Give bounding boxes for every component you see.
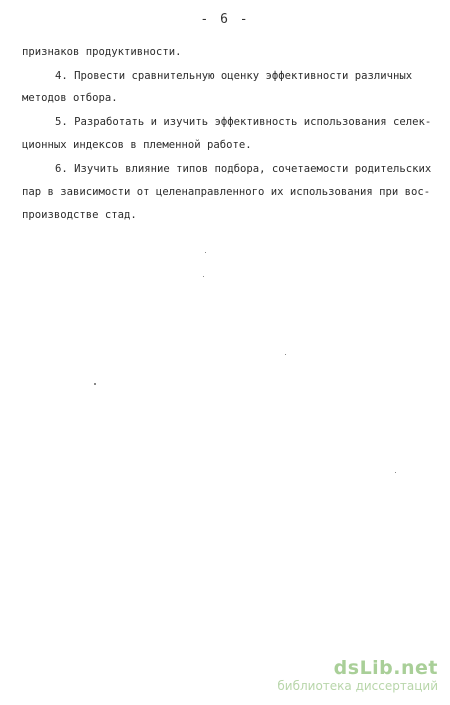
scan-speck (203, 276, 204, 277)
watermark-subtitle: библиотека диссертаций (277, 679, 438, 693)
text-line: признаков продуктивности. (22, 46, 182, 58)
text-line: 6. Изучить влияние типов подбора, сочетаемости родительских (55, 163, 432, 175)
text-line: пар в зависимости от целенаправленного их использования при вос- (22, 186, 431, 198)
text-line: методов отбора. (22, 92, 118, 104)
scan-speck (205, 252, 206, 253)
watermark (277, 658, 438, 693)
text-line: производстве стад. (22, 209, 137, 221)
scan-speck (285, 354, 286, 355)
text-line: 5. Разработать и изучить эффективность использования селек- (55, 116, 432, 128)
text-line: 4. Провести сравнительную оценку эффективности различных (55, 70, 413, 82)
page-number: - 6 - (200, 12, 250, 27)
text-line: ционных индексов в племенной работе. (22, 139, 252, 151)
watermark-logo: dsLib.net (333, 657, 438, 679)
scan-speck (94, 383, 96, 385)
scan-speck (395, 472, 396, 473)
